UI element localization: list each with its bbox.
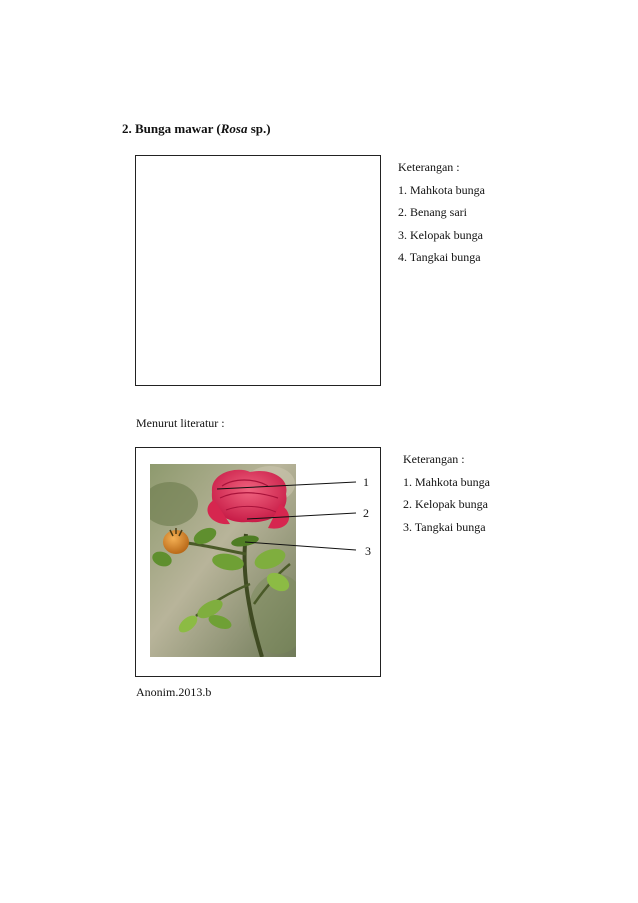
legend-item: 2. Benang sari <box>398 205 467 219</box>
observation-drawing-box <box>135 155 381 386</box>
callout-layer <box>135 447 381 677</box>
section-paren-open: ( <box>216 121 221 136</box>
legend-item: 3. Tangkai bunga <box>403 519 486 534</box>
section-name: Bunga mawar <box>135 121 214 136</box>
legend-item: 1. Mahkota bunga <box>403 474 490 489</box>
callout-number-3: 3 <box>365 544 371 558</box>
legend-title: Keterangan : <box>398 160 460 174</box>
observation-legend <box>398 156 485 269</box>
species-genus: Rosa <box>220 121 248 136</box>
literature-heading: Menurut literatur : <box>136 416 225 430</box>
callout-number-1: 1 <box>363 475 369 489</box>
legend-item: 2. Kelopak bunga <box>403 497 488 511</box>
callout-number-2: 2 <box>363 506 369 520</box>
callout-line-2 <box>247 513 356 519</box>
section-title <box>122 121 271 137</box>
legend-item: 4. Tangkai bunga <box>398 250 481 264</box>
species-suffix: sp.) <box>250 121 271 136</box>
callout-line-1 <box>217 482 356 489</box>
image-source: Anonim.2013.b <box>136 685 212 699</box>
legend-item: 3. Kelopak bunga <box>398 227 483 242</box>
callout-line-3 <box>245 542 356 550</box>
section-number: 2. <box>122 121 132 136</box>
legend-title: Keterangan : <box>403 452 465 466</box>
literature-legend <box>403 448 490 538</box>
legend-item: 1. Mahkota bunga <box>398 182 485 197</box>
